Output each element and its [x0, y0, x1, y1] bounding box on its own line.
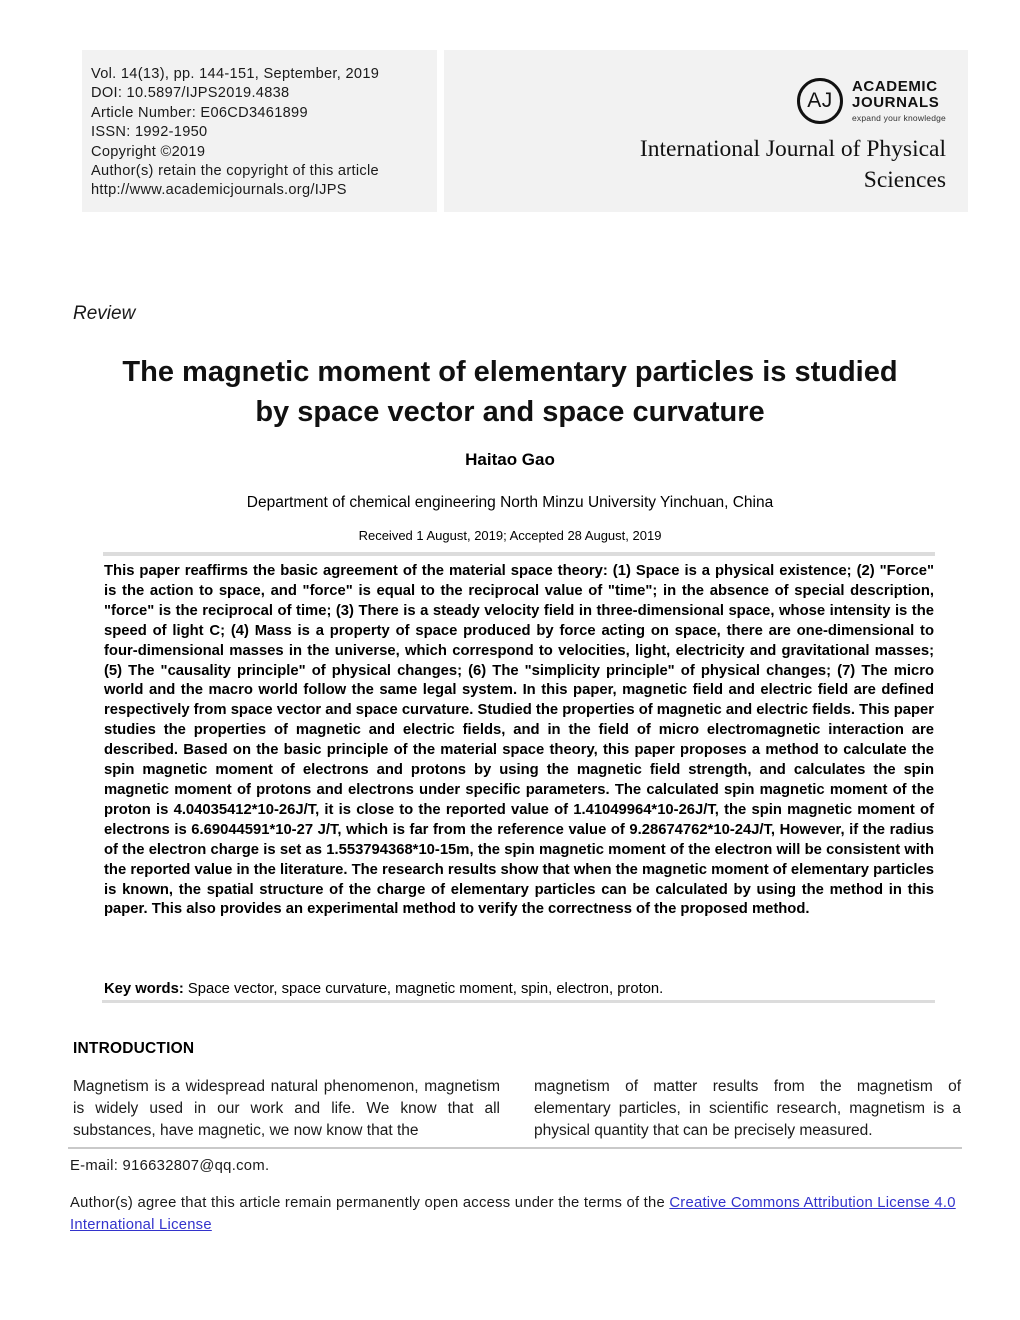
journal-url: http://www.academicjournals.org/IJPS: [91, 182, 347, 199]
keywords-label: Key words:: [104, 981, 184, 997]
publisher-name-line2: JOURNALS: [852, 94, 940, 111]
footnote-rule: [68, 1147, 962, 1149]
author-affiliation: Department of chemical engineering North Minzu University Yinchuan, China: [246, 494, 774, 511]
abstract-top-rule: [103, 552, 935, 556]
journal-brand-block: [444, 50, 968, 212]
publisher-name: [852, 79, 946, 123]
header-divider-gap: [437, 50, 444, 212]
copyright: Copyright ©2019: [91, 143, 206, 160]
open-access-note: [70, 1192, 966, 1236]
received-accepted-dates: Received 1 August, 2019; Accepted 28 August, 2019: [358, 528, 662, 543]
publisher-name-line1: ACADEMIC: [852, 78, 938, 95]
article-type-label: Review: [73, 303, 136, 324]
journal-header: [82, 50, 968, 212]
keywords-list: Space vector, space curvature, magnetic moment, spin, electron, proton.: [183, 981, 664, 997]
intro-column-right: magnetism of matter results from the magnetism of elementary particles, in scientific research, magnetism is a physical quantity that can be precisely measured.: [534, 1078, 961, 1139]
article-title: The magnetic moment of elementary particles is studied by space vector and space curvature: [122, 356, 898, 428]
corresponding-email: E-mail: 916632807@qq.com.: [70, 1158, 270, 1174]
volume-issue-pages: Vol. 14(13), pp. 144-151, September, 2019: [91, 66, 380, 82]
creative-commons-license-link[interactable]: Creative Commons Attribution License 4.0 International License: [70, 1195, 956, 1233]
license-statement: Author(s) agree that this article remain permanently open access under the terms of the: [70, 1195, 670, 1211]
author-name: Haitao Gao: [465, 450, 555, 469]
article-number: Article Number: E06CD3461899: [91, 104, 308, 121]
issn: ISSN: 1992-1950: [91, 124, 208, 141]
keywords-line: [104, 980, 934, 999]
abstract-text: This paper reaffirms the basic agreement of the material space theory: (1) Space is a physical existence; (2) "Force" is the action to space, and "force" is equal to the reciprocal value of "time"; in the absence of special description, "force" is the reciprocal of time; (3) There is a steady velocity field in three-dimensional space, whose intensity is the speed of light C; (4) Mass is a property of space produced by force acting on space, there are one-dimensional to four-dimensional masses in the universe, which correspond to velocities, light, electricity and gravitational masses; (5) The "causality principle" of physical changes; (6) The "simplicity principle" of physical changes; (7) The micro world and the macro world follow the same legal system. In this paper, magnetic field and electric field are defined respectively from space vector and space curvature. Studied the properties of magnetic and electric fields. This paper studies the properties of magnetic and electric fields, and in the field of micro electromagnetic interaction are described. Based on the basic principle of the material space theory, this paper proposes a method to calculate the spin magnetic moment of electrons and protons by using the magnetic field strength, and calculates the spin magnetic moment of protons and electrons under specific parameters. The calculated spin magnetic moment of the proton is 4.04035412*10-26J/T, it is close to the reported value of 1.41049964*10-26J/T, the spin magnetic moment of electrons is 6.69044591*10-27 J/T, which is far from the reference value of 9.28674762*10-24J/T, However, if the radius of the electron charge is set as 1.553794368*10-15m, the spin magnetic moment of the electron will be consistent with the reported value in the literature. The research results show that when the magnetic moment of elementary particles is known, the spatial structure of the charge of elementary particles can be calculated by using the method in this paper. This also provides an experimental method to verify the correctness of the proposed method.: [104, 563, 934, 918]
article-meta-block: [82, 50, 437, 212]
doi: DOI: 10.5897/IJPS2019.4838: [91, 85, 290, 102]
publisher-tagline: expand your knowledge: [852, 113, 946, 123]
journal-name: International Journal of Physical Sciences: [639, 136, 946, 193]
abstract-bottom-rule: [102, 1000, 935, 1003]
publisher-logo: [797, 78, 946, 124]
two-column-body: [73, 1076, 962, 1142]
section-heading-introduction: INTRODUCTION: [73, 1040, 195, 1057]
aj-monogram-icon: AJ: [797, 78, 843, 124]
copyright-note: Author(s) retain the copyright of this article: [91, 163, 379, 180]
intro-column-left: Magnetism is a widespread natural phenomenon, magnetism is widely used in our work and life. We know that all substances, have magnetic, we now know that the: [73, 1078, 500, 1139]
